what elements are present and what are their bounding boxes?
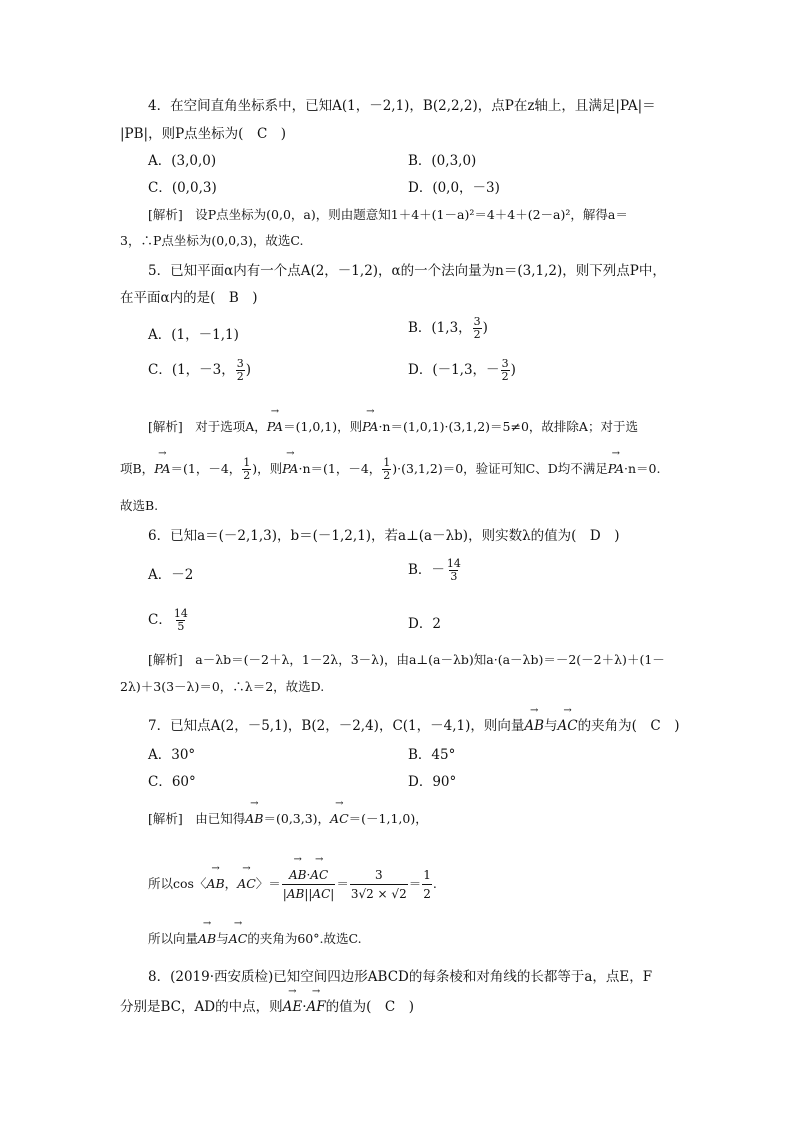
q7-option-a: A．30° xyxy=(148,747,196,763)
q4-stem-line1: 4．在空间直角坐标系中，已知A(1，－2,1)，B(2,2,2)，点P在z轴上，且满足|PA|＝ xyxy=(148,98,656,114)
q5-analysis-line2: 项B，→ PA＝(1，－4， $\frac{1}{2}$ )，则→ PA·n＝(1，－4， $\frac{1}{2}$ )·(3,1,2)＝0，验证可知C、D均不满足→ PA·n＝0. xyxy=(120,457,660,482)
q7-options-row2 xyxy=(148,773,457,791)
fraction-dot-over-norms: → $\frac{AB\cdot\to AC}{|AB||AC|}$ xyxy=(282,866,336,903)
fraction-three-over-root-product: $\frac{3}{3√2 \times √2}$ xyxy=(350,868,407,901)
q5-analysis-line3: 故选B. xyxy=(120,498,159,513)
q5-analysis-line1: [解析] 对于选项A，→ PA＝(1,0,1)，则→ PA·n＝(1,0,1)·(3,1,2)＝5≠0，故排除A；对于选 xyxy=(148,418,638,436)
q4-option-d: D．(0,0，－3) xyxy=(408,180,500,196)
q4-option-a: A．(3,0,0) xyxy=(148,153,217,169)
q7-conclusion: 所以向量→ AB与→ AC的夹角为60°.故选C. xyxy=(148,930,362,948)
q6-options-row1 xyxy=(148,557,461,584)
q6-analysis-line1: [解析] a－λb＝(－2＋λ，1－2λ，3－λ)，由a⊥(a－λb)知a·(a－λb)＝－2(－2＋λ)＋(1－ xyxy=(148,652,665,667)
q6-option-c: C． $\frac{14}{5}$ xyxy=(148,607,188,633)
q5-options-row2 xyxy=(148,357,516,391)
fraction-three-halves: $\frac{3}{2}$ xyxy=(473,315,481,341)
q7-analysis-line1: [解析] 由已知得→ AB＝(0,3,3)，→ AC＝(－1,1,0)， xyxy=(148,810,428,828)
q6-analysis-line2: 2λ)＋3(3－λ)＝0，∴λ＝2，故选D. xyxy=(120,679,325,694)
q7-option-b: B．45° xyxy=(408,747,456,763)
fraction-one-half: $\frac{1}{2}$ xyxy=(243,456,251,482)
fraction-three-halves: $\frac{3}{2}$ xyxy=(236,357,244,383)
q5-option-c: C．(1，－3， $\frac{3}{2}$ ) xyxy=(148,357,252,383)
q7-option-d: D．90° xyxy=(408,774,457,790)
q5-option-b: B．(1,3， $\frac{3}{2}$ ) xyxy=(408,315,488,341)
q4-analysis-line1: [解析] 设P点坐标为(0,0，a)，则由题意知1＋4＋(1－a)²＝4＋4＋(2－a)²，解得a＝ xyxy=(148,207,628,222)
q5-option-d: D．(－1,3，－ $\frac{3}{2}$ ) xyxy=(408,357,516,383)
q4-stem-line2: |PB|，则P点坐标为( C ) xyxy=(120,126,287,142)
q6-options-row2 xyxy=(148,607,441,640)
q7-cos-formula: 所以cos〈→ AB，→ AC〉＝ → $\frac{AB\cdot\to AC}{|AB||AC|}$ ＝ $\frac{3}{3√2 \times √2}$ ＝ $\frac{1}{2}$ . xyxy=(148,866,437,903)
q7-options-row1 xyxy=(148,746,456,764)
q5-stem-line2: 在平面α内的是( B ) xyxy=(120,290,258,306)
q5-option-a: A．(1，－1,1) xyxy=(148,327,239,343)
q8-stem-line1: 8．(2019·西安质检)已知空间四边形ABCD的每条棱和对角线的长都等于a，点E，F xyxy=(148,969,653,985)
fraction-one-half: $\frac{1}{2}$ xyxy=(423,868,431,901)
q6-stem: 6．已知a＝(－2,1,3)，b＝(－1,2,1)，若a⊥(a－λb)，则实数λ的值为( D ) xyxy=(148,528,620,544)
q4-options-row2 xyxy=(148,179,500,197)
fraction-three-halves: $\frac{3}{2}$ xyxy=(501,357,509,383)
q5-stem-line1: 5．已知平面α内有一个点A(2，－1,2)，α的一个法向量为n＝(3,1,2)，则下列点P中， xyxy=(148,263,666,279)
fraction-fourteen-thirds: $\frac{14}{3}$ xyxy=(446,557,461,583)
q4-option-c: C．(0,0,3) xyxy=(148,180,217,196)
q4-analysis-line2: 3，∴P点坐标为(0,0,3)，故选C. xyxy=(120,233,304,248)
q4-options-row1 xyxy=(148,152,477,170)
q6-option-a: A．－2 xyxy=(148,567,194,583)
q7-stem: 7．已知点A(2，－5,1)，B(2，－2,4)，C(1，－4,1)，则向量→ AB与→ AC的夹角为( C ) xyxy=(148,717,680,735)
q5-options-row1 xyxy=(148,315,488,344)
q7-option-c: C．60° xyxy=(148,774,196,790)
q4-option-b: B．(0,3,0) xyxy=(408,153,477,169)
fraction-one-half: $\frac{1}{2}$ xyxy=(383,456,391,482)
q8-stem-line2: 分别是BC，AD的中点，则→ AE·→ AF的值为( C ) xyxy=(120,998,414,1016)
q6-option-d: D．2 xyxy=(408,616,441,632)
fraction-fourteen-fifths: $\frac{14}{5}$ xyxy=(173,607,188,633)
q6-option-b: B．－ $\frac{14}{3}$ xyxy=(408,557,461,583)
